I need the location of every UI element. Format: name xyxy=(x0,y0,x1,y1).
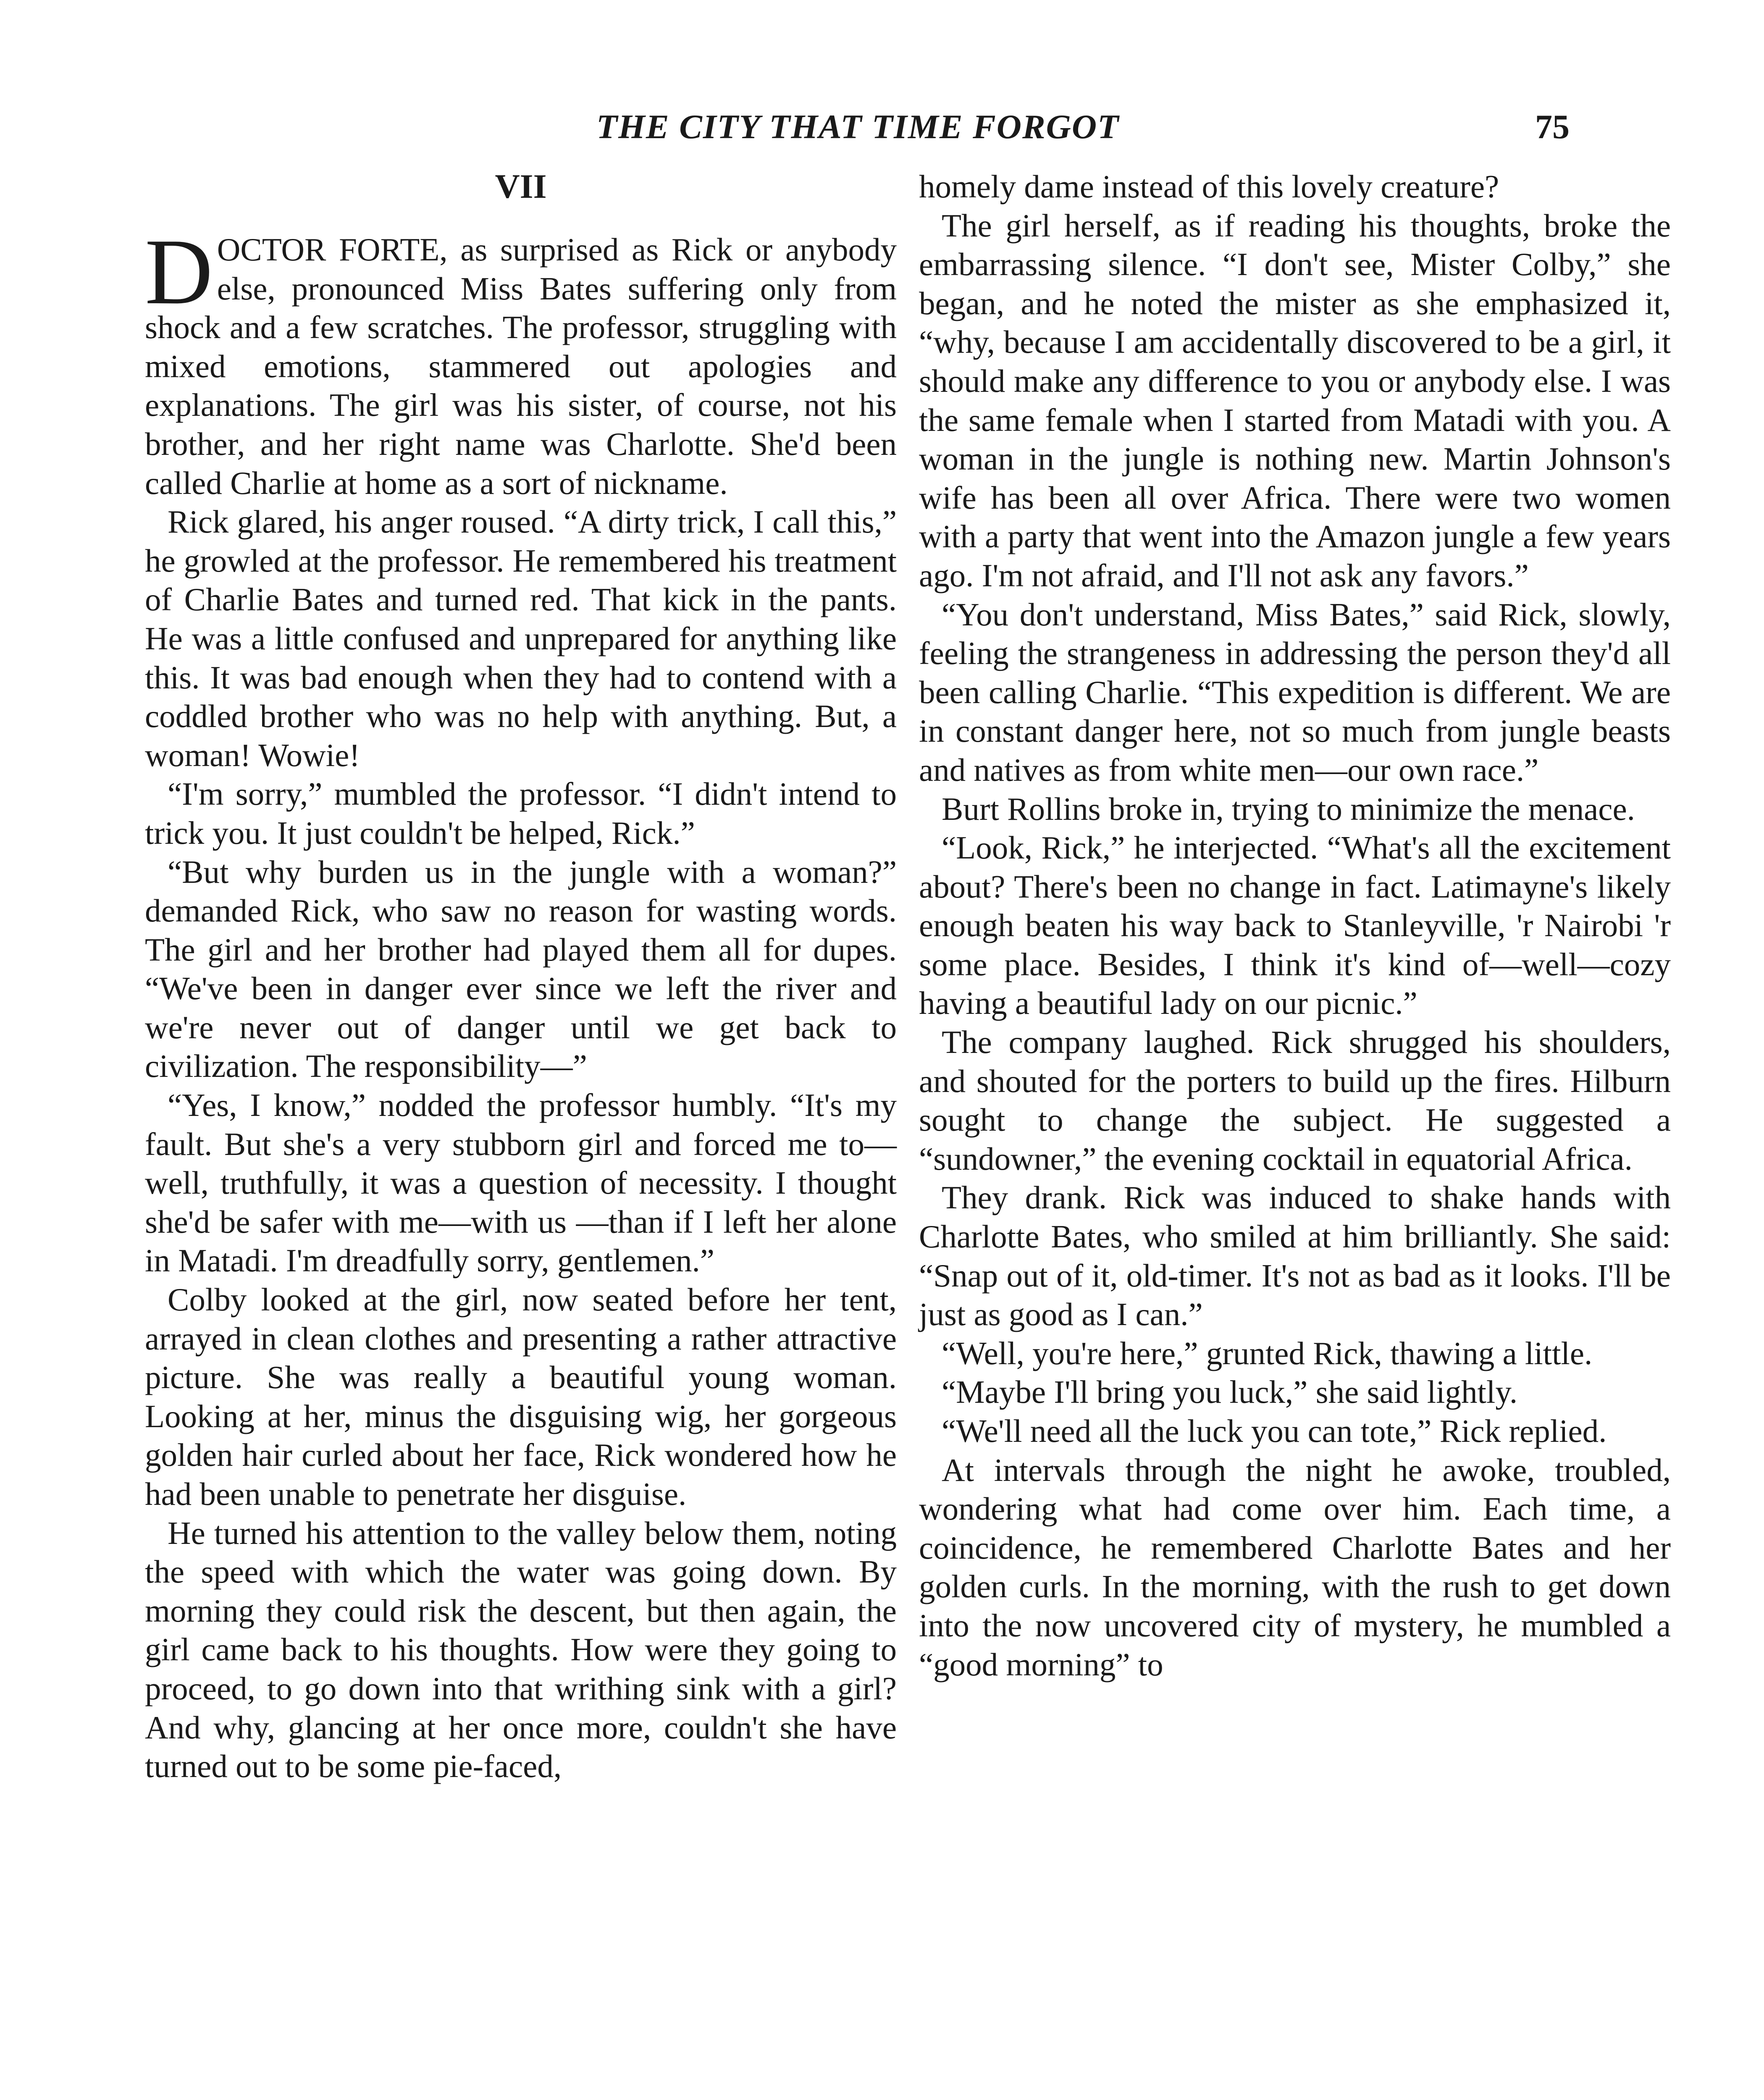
paragraph: “Look, Rick,” he interjected. “What's all the excitement about? There's been no change in fact. Latimayne's likely enough beaten his way back to Stanleyville, 'r Nairobi 'r some place. Besides, I think it's kind of—well—cozy having a beautiful lady on our picnic.” xyxy=(919,830,1671,1021)
running-title: THE CITY THAT TIME FORGOT xyxy=(596,108,1120,146)
paragraph: “We'll need all the luck you can tote,” Rick replied. xyxy=(942,1413,1607,1449)
opening-paragraph-text: OCTOR FORTE, as surprised as Rick or anybody else, pronounced Miss Bates suffering only from shock and a few scratches. The professor, struggling with mixed emotions, stammered out apologies and explanations. The girl was his sister, of course, not his brother, and her right name was Charlotte. She'd been called Charlie at home as a sort of nickname. xyxy=(145,231,897,501)
page-number: 75 xyxy=(1535,108,1570,146)
paragraph: They drank. Rick was induced to shake hands with Charlotte Bates, who smiled at him brilliantly. She said: “Snap out of it, old-timer. It's not as bad as it looks. I'll be just as good as I can.” xyxy=(919,1179,1671,1333)
paragraph: “Yes, I know,” nodded the professor humbly. “It's my fault. But she's a very stubborn girl and forced me to—well, truthfully, it was a question of necessity. I thought she'd be safer with me—with us —than if I left her alone in Matadi. I'm dreadfully sorry, gentlemen.” xyxy=(145,1087,897,1279)
paragraph: “You don't understand, Miss Bates,” said Rick, slowly, feeling the strangeness in addressing the person they'd all been calling Charlie. “This expedition is different. We are in constant danger here, not so much from jungle beasts and natives as from white men—our own race.” xyxy=(919,596,1671,788)
continued-paragraph: homely dame instead of this lovely creature? xyxy=(919,168,1499,205)
paragraph: “But why burden us in the jungle with a woman?” demanded Rick, who saw no reason for wasting words. The girl and her brother had played them all for dupes. “We've been in danger ever since we left the river and we're never out of danger until we get back to civilization. The responsibility—” xyxy=(145,853,897,1084)
paragraph: At intervals through the night he awoke, troubled, wondering what had come over him. Each time, a coincidence, he remembered Charlotte Bates and her golden curls. In the morning, with the rush to get down into the now uncovered city of mystery, he mumbled a “good morning” to xyxy=(919,1452,1671,1683)
paragraph: “I'm sorry,” mumbled the professor. “I didn't intend to trick you. It just couldn't be helped, Rick.” xyxy=(145,776,897,851)
opening-paragraph xyxy=(145,220,897,502)
drop-cap: D xyxy=(145,220,213,324)
paragraph: “Maybe I'll bring you luck,” she said lightly. xyxy=(942,1374,1518,1410)
paragraph: He turned his attention to the valley below them, noting the speed with which the water was going down. By morning they could risk the descent, but then again, the girl came back to his thoughts. How were they going to proceed, to go down into that writhing sink with a girl? And why, glancing at her once more, couldn't she have turned out to be some pie-faced, xyxy=(145,1515,897,1785)
paragraph: “Well, you're here,” grunted Rick, thawing a little. xyxy=(942,1335,1593,1371)
paragraph: Colby looked at the girl, now seated before her tent, arrayed in clean clothes and presenting a rather attractive picture. She was really a beautiful young woman. Looking at her, minus the disguising wig, her gorgeous golden hair curled about her face, Rick wondered how he had been unable to penetrate her disguise. xyxy=(145,1281,897,1512)
paragraph: The company laughed. Rick shrugged his shoulders, and shouted for the porters to build up the fires. Hilburn sought to change the subject. He suggested a “sundowner,” the evening cocktail in equatorial Africa. xyxy=(919,1024,1671,1177)
paragraph: Rick glared, his anger roused. “A dirty trick, I call this,” he growled at the professor. He remembered his treatment of Charlie Bates and turned red. That kick in the pants. He was a little confused and unprepared for anything like this. It was bad enough when they had to contend with a coddled brother who was no help with anything. But, a woman! Wowie! xyxy=(145,504,897,773)
left-column xyxy=(145,167,897,1786)
paragraph: Burt Rollins broke in, trying to minimize the menace. xyxy=(942,790,1635,827)
right-column xyxy=(919,167,1671,1684)
chapter-heading: VII xyxy=(495,167,547,205)
paragraph: The girl herself, as if reading his thoughts, broke the embarrassing silence. “I don't see, Mister Colby,” she began, and he noted the mister as she emphasized it, “why, because I am accidentally discovered to be a girl, it should make any difference to you or anybody else. I was the same female when I started from Matadi with you. A woman in the jungle is nothing new. Martin Johnson's wife has been all over Africa. There were two women with a party that went into the Amazon jungle a few years ago. I'm not afraid, and I'll not ask any favors.” xyxy=(919,207,1671,593)
